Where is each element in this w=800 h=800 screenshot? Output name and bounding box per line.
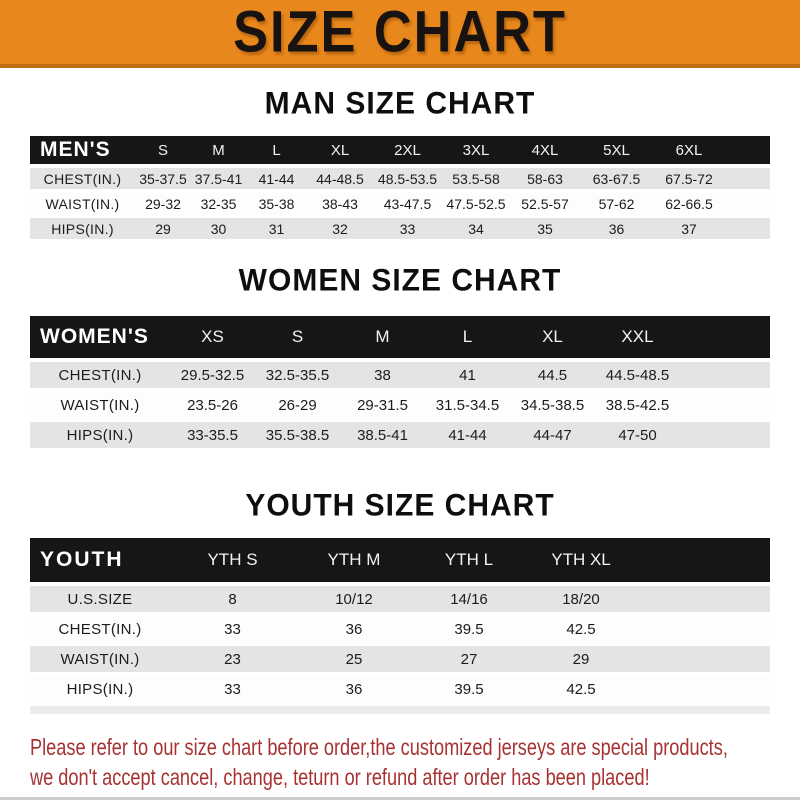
size-cell: 31 xyxy=(268,220,285,237)
size-cell: 37 xyxy=(681,220,697,237)
col-header: XL xyxy=(542,327,563,346)
youth-table-header-row xyxy=(30,538,770,584)
col-header: S xyxy=(291,327,304,346)
women-table-title: WOMEN'S xyxy=(40,325,149,348)
size-cell: 44-47 xyxy=(533,426,572,444)
col-header: YTH L xyxy=(444,550,494,569)
size-cell: 42.5 xyxy=(566,620,596,638)
size-cell: 29 xyxy=(155,220,171,237)
size-cell: 32 xyxy=(332,220,348,237)
size-cell: 35.5-38.5 xyxy=(265,426,330,444)
size-cell: 57-62 xyxy=(598,195,635,212)
size-cell: 53.5-58 xyxy=(452,170,500,187)
women-chart-heading: WOMEN SIZE CHART xyxy=(238,263,562,298)
col-header: YTH M xyxy=(327,550,381,569)
youth-table-title: YOUTH xyxy=(40,548,124,571)
size-cell: 38.5-42.5 xyxy=(605,396,670,414)
size-cell: 47.5-52.5 xyxy=(446,195,506,212)
size-cell: 38.5-41 xyxy=(357,426,408,444)
row-label: WAIST(IN.) xyxy=(45,195,120,212)
size-cell: 29-32 xyxy=(145,195,181,212)
men-waist-row xyxy=(30,191,770,216)
col-header: L xyxy=(272,141,281,159)
size-cell: 48.5-53.5 xyxy=(377,170,438,187)
col-header: M xyxy=(375,327,390,346)
youth-chest-row xyxy=(30,614,770,644)
row-label: HIPS(IN.) xyxy=(51,220,114,237)
disclaimer-line-2: we don't accept cancel, change, teturn or refund after order has been placed! xyxy=(30,764,650,790)
size-cell: 41 xyxy=(459,366,476,384)
col-header: 6XL xyxy=(675,141,703,159)
banner xyxy=(0,0,800,68)
col-header: XXL xyxy=(621,327,654,346)
size-cell: 14/16 xyxy=(450,590,488,608)
youth-size-table xyxy=(30,538,770,704)
youth-waist-row xyxy=(30,644,770,674)
size-cell: 33 xyxy=(399,220,416,237)
size-cell: 31.5-34.5 xyxy=(435,396,500,414)
row-label: WAIST(IN.) xyxy=(60,650,140,668)
size-cell: 44.5 xyxy=(537,366,568,384)
col-header: L xyxy=(462,327,473,346)
row-label: CHEST(IN.) xyxy=(58,366,142,384)
size-cell: 58-63 xyxy=(527,170,563,187)
size-cell: 41-44 xyxy=(258,170,295,187)
col-header: 2XL xyxy=(394,141,421,159)
size-cell: 36 xyxy=(608,220,625,237)
size-cell: 34 xyxy=(468,220,484,237)
size-cell: 39.5 xyxy=(454,620,484,638)
size-cell: 18/20 xyxy=(562,590,600,608)
size-cell: 32-35 xyxy=(200,195,237,212)
size-cell: 35-38 xyxy=(258,195,295,212)
size-cell: 29-31.5 xyxy=(357,396,408,414)
size-cell: 67.5-72 xyxy=(665,170,713,187)
youth-chart-heading: YOUTH SIZE CHART xyxy=(245,488,555,523)
size-cell: 33 xyxy=(224,620,241,638)
size-cell: 25 xyxy=(345,650,363,668)
size-cell: 23.5-26 xyxy=(187,396,238,414)
men-chart-heading: MAN SIZE CHART xyxy=(264,86,536,121)
row-label: CHEST(IN.) xyxy=(58,620,142,638)
size-cell: 33 xyxy=(224,680,241,698)
col-header: YTH XL xyxy=(551,550,611,569)
banner-title: SIZE CHART xyxy=(233,0,567,65)
men-chest-row xyxy=(30,166,770,191)
row-label: HIPS(IN.) xyxy=(66,680,134,698)
table-bottom-stripe xyxy=(30,706,770,714)
size-cell: 36 xyxy=(345,620,363,638)
size-cell: 52.5-57 xyxy=(521,195,569,212)
row-label: HIPS(IN.) xyxy=(66,426,134,444)
women-table-header-row xyxy=(30,316,770,360)
women-hips-row xyxy=(30,420,770,450)
col-header: 5XL xyxy=(603,141,630,159)
col-header: M xyxy=(212,141,225,159)
men-hips-row xyxy=(30,216,770,241)
size-cell: 27 xyxy=(460,650,478,668)
size-cell: 38-43 xyxy=(322,195,358,212)
size-cell: 43-47.5 xyxy=(383,195,432,212)
size-cell: 10/12 xyxy=(335,590,373,608)
size-cell: 63-67.5 xyxy=(592,170,641,187)
size-cell: 62-66.5 xyxy=(665,195,713,212)
size-cell: 32.5-35.5 xyxy=(265,366,330,384)
size-cell: 23 xyxy=(224,650,241,668)
col-header: YTH S xyxy=(207,550,258,569)
col-header: XS xyxy=(201,327,224,346)
size-cell: 33-35.5 xyxy=(187,426,238,444)
men-table-title: MEN'S xyxy=(40,138,111,161)
size-cell: 35-37.5 xyxy=(139,170,187,187)
col-header: 4XL xyxy=(531,141,559,159)
youth-ussize-row xyxy=(30,584,770,614)
size-cell: 39.5 xyxy=(454,680,484,698)
women-chest-row xyxy=(30,360,770,390)
disclaimer-line-1: Please refer to our size chart before order,the customized jerseys are special products, xyxy=(30,734,728,760)
size-cell: 26-29 xyxy=(278,396,317,414)
col-header: 3XL xyxy=(462,141,490,159)
size-cell: 47-50 xyxy=(618,426,657,444)
col-header: XL xyxy=(330,141,350,159)
women-size-table xyxy=(30,316,770,450)
size-cell: 30 xyxy=(210,220,227,237)
row-label: CHEST(IN.) xyxy=(43,170,122,187)
size-cell: 36 xyxy=(345,680,363,698)
size-cell: 29.5-32.5 xyxy=(180,366,245,384)
size-cell: 8 xyxy=(228,590,237,608)
size-cell: 29 xyxy=(572,650,590,668)
size-cell: 34.5-38.5 xyxy=(520,396,585,414)
size-cell: 42.5 xyxy=(566,680,596,698)
disclaimer xyxy=(0,732,800,792)
size-cell: 44.5-48.5 xyxy=(605,366,670,384)
youth-hips-row xyxy=(30,674,770,704)
size-cell: 35 xyxy=(537,220,553,237)
row-label: U.S.SIZE xyxy=(67,590,133,608)
size-cell: 38 xyxy=(374,366,391,384)
col-header: S xyxy=(157,141,168,159)
women-waist-row xyxy=(30,390,770,420)
men-size-table xyxy=(30,136,770,241)
size-cell: 37.5-41 xyxy=(194,170,243,187)
row-label: WAIST(IN.) xyxy=(60,396,140,414)
men-table-header-row xyxy=(30,136,770,166)
size-cell: 44-48.5 xyxy=(316,170,364,187)
size-cell: 41-44 xyxy=(448,426,487,444)
